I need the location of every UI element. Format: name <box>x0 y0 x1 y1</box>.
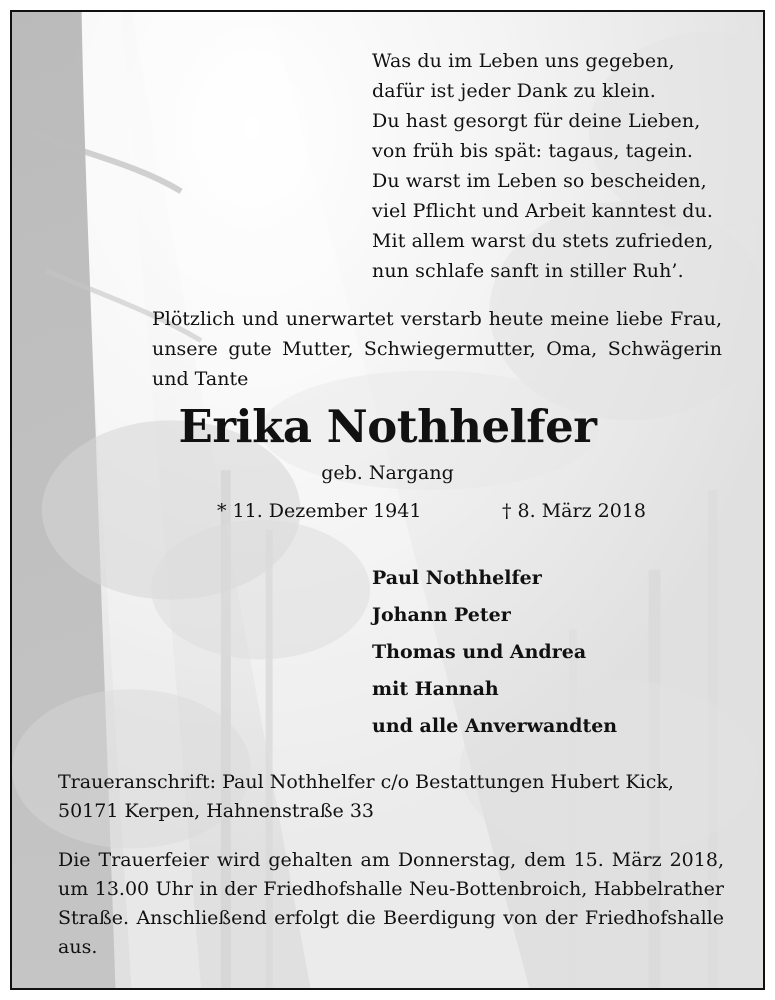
ceremony-line: Straße. Anschließend erfolgt die Beerdigung von der Friedhofshalle <box>58 907 724 929</box>
ceremony-line: aus. <box>58 936 98 958</box>
deceased-name: Erika Nothhelfer <box>178 400 597 453</box>
poem-line: Mit allem warst du stets zufrieden, <box>372 230 714 252</box>
announcement-line: und Tante <box>152 368 249 390</box>
funeral-service-info <box>58 846 724 962</box>
address-line: 50171 Kerpen, Hahnenstraße 33 <box>58 800 375 822</box>
birth-name: geb. Nargang <box>321 462 454 484</box>
poem-line: nun schlafe sanft in stiller Ruh’. <box>372 260 684 282</box>
poem-line: von früh bis spät: tagaus, tagein. <box>372 140 694 162</box>
mourners-list <box>372 560 617 745</box>
ceremony-line: Die Trauerfeier wird gehalten am Donnerstag, dem 15. März 2018, <box>58 849 724 871</box>
mourner-name: Paul Nothhelfer <box>372 567 542 589</box>
announcement-line: unsere gute Mutter, Schwiegermutter, Oma, Schwägerin <box>152 338 722 360</box>
poem-line: Du hast gesorgt für deine Lieben, <box>372 110 701 132</box>
memorial-poem <box>372 46 713 286</box>
obituary-notice <box>10 10 765 990</box>
death-date: † 8. März 2018 <box>502 500 646 522</box>
ceremony-line: um 13.00 Uhr in der Friedhofshalle Neu-Bottenbroich, Habbelrather <box>58 878 724 900</box>
poem-line: Was du im Leben uns gegeben, <box>372 50 675 72</box>
death-announcement-text <box>152 304 722 394</box>
poem-line: viel Pflicht und Arbeit kanntest du. <box>372 200 713 222</box>
announcement-line: Plötzlich und unerwartet verstarb heute meine liebe Frau, <box>152 308 722 330</box>
mourner-name: Johann Peter <box>372 604 511 626</box>
mourner-name: mit Hannah <box>372 678 499 700</box>
mourner-name: Thomas und Andrea <box>372 641 587 663</box>
poem-line: dafür ist jeder Dank zu klein. <box>372 80 656 102</box>
birth-date: * 11. Dezember 1941 <box>217 500 422 522</box>
mourning-address <box>58 768 674 826</box>
poem-line: Du warst im Leben so bescheiden, <box>372 170 707 192</box>
mourner-name: und alle Anverwandten <box>372 715 618 737</box>
address-line: Traueranschrift: Paul Nothhelfer c/o Bestattungen Hubert Kick, <box>58 771 674 793</box>
